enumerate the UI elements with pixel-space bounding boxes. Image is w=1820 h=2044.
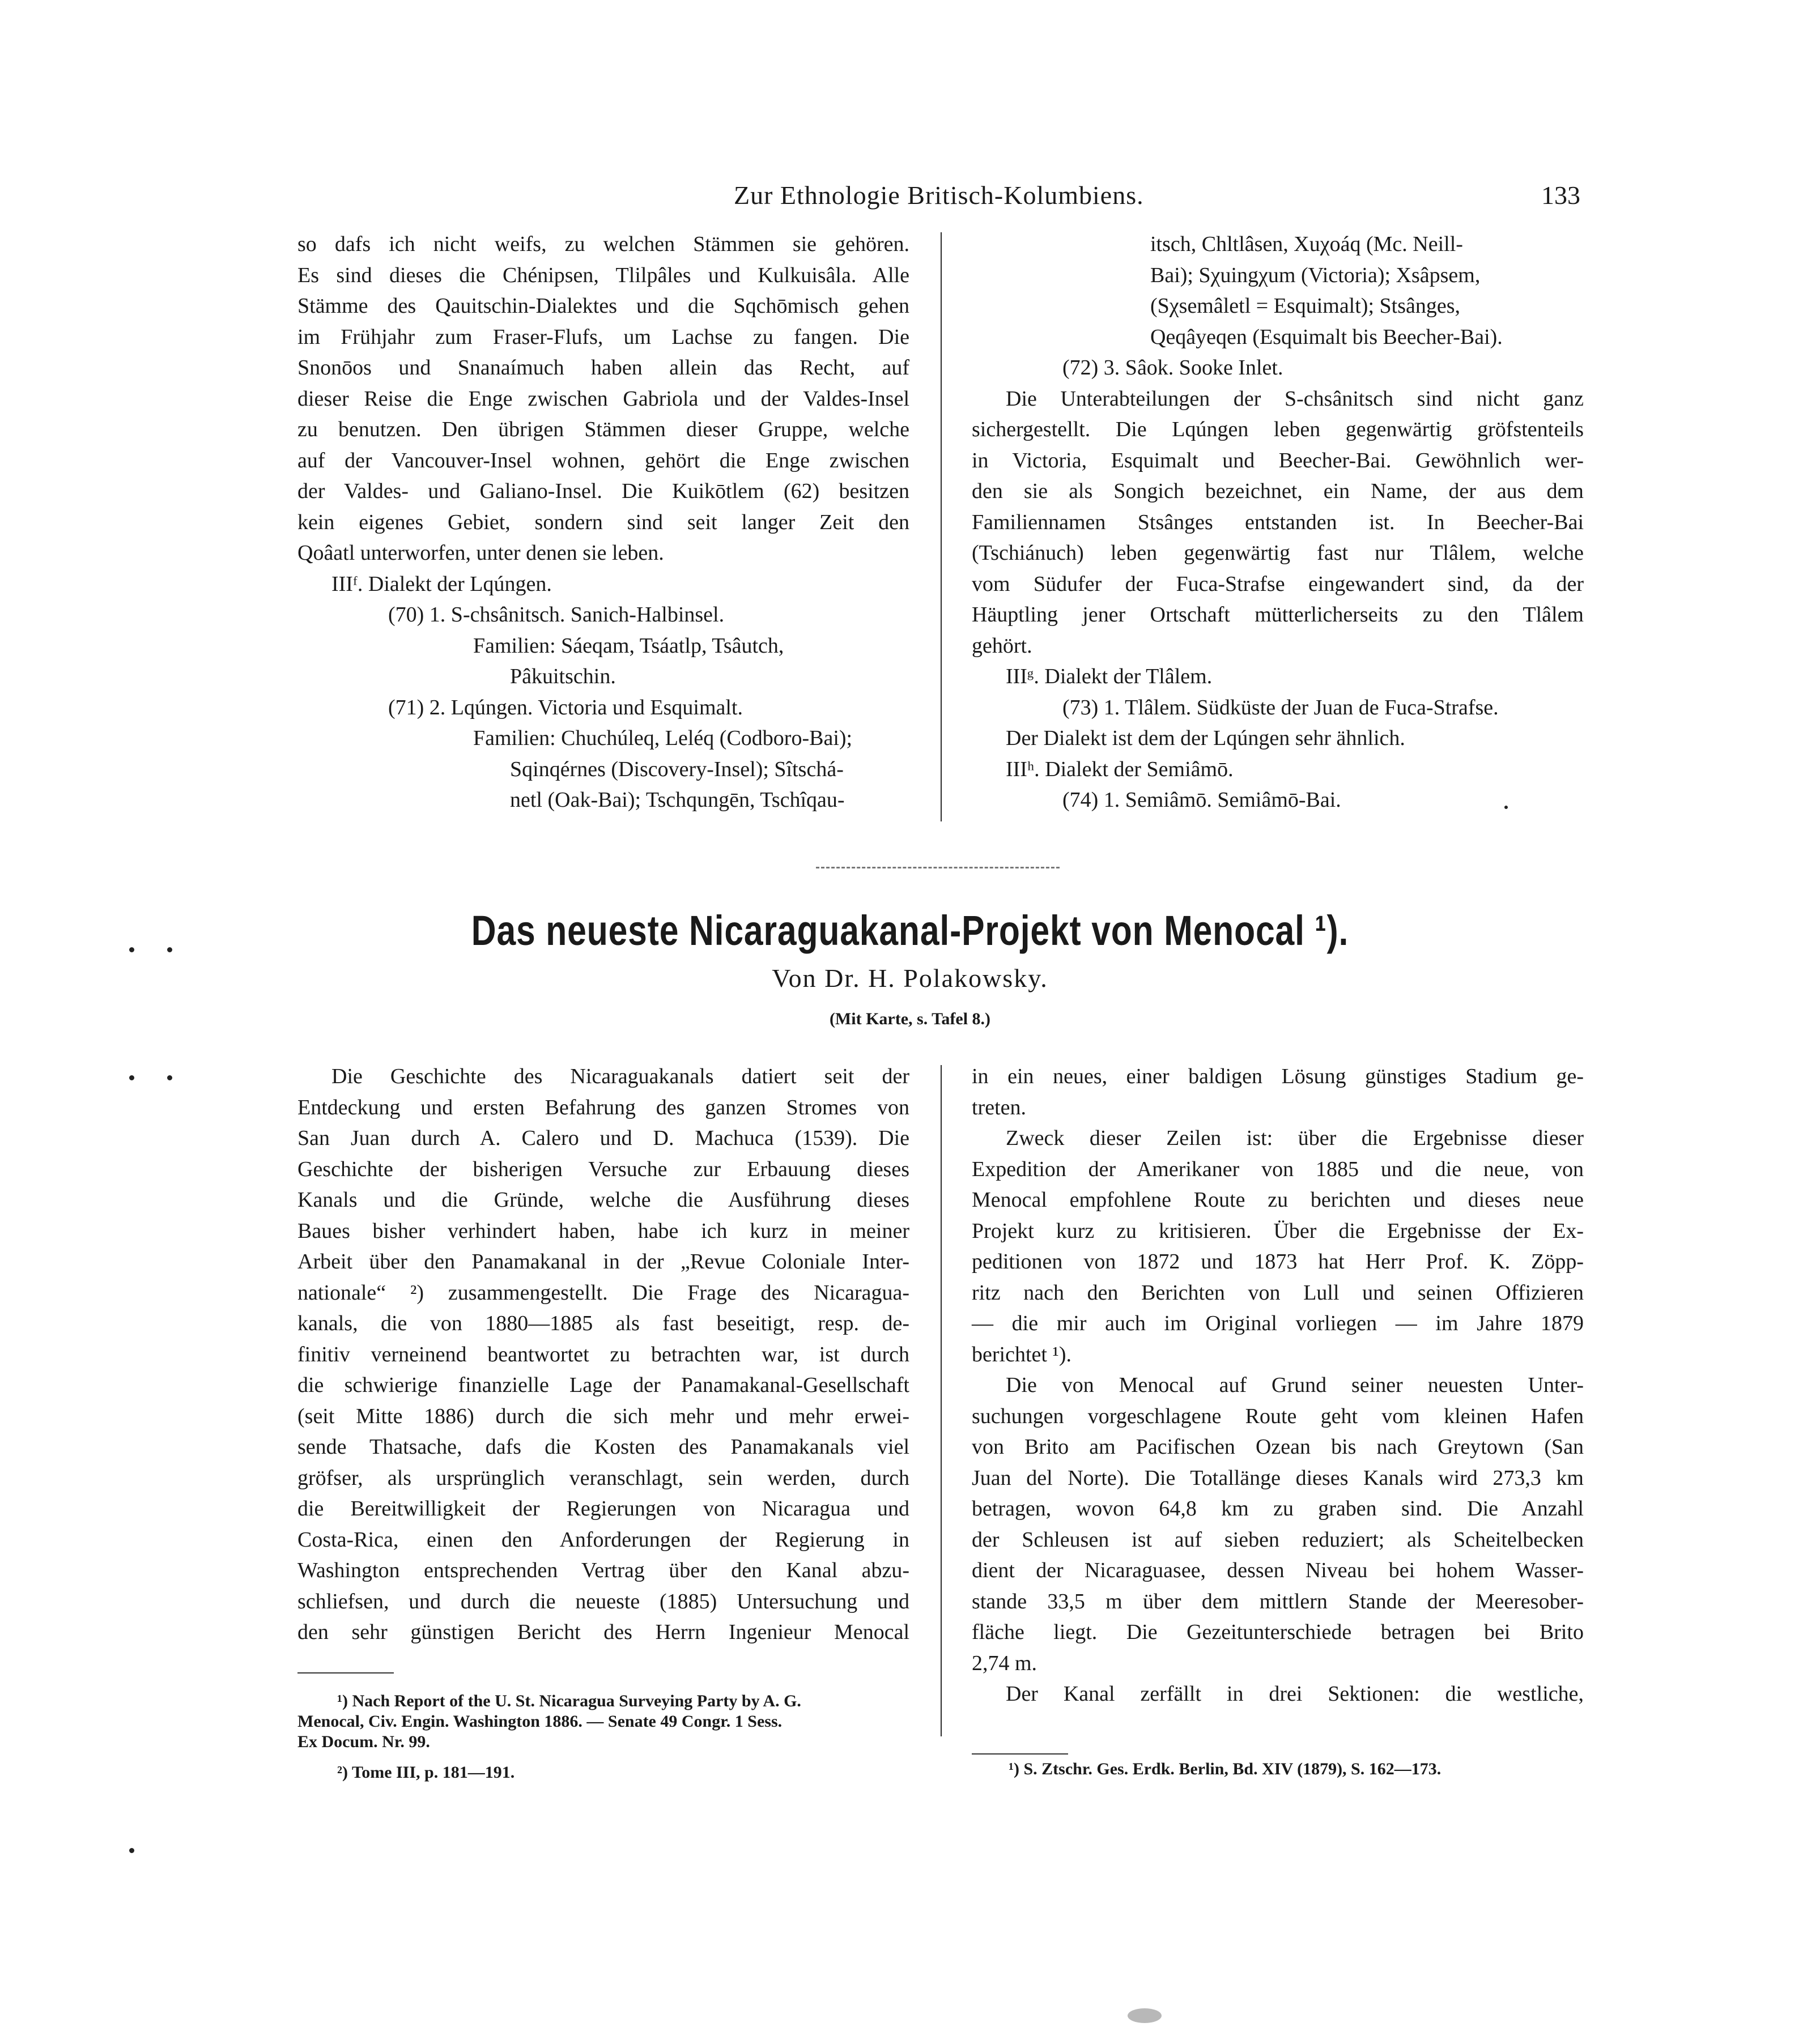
article-author: Von Dr. H. Polakowsky. [772, 964, 1048, 993]
text-line: fläche liegt. Die Gezeitunterschiede betragen bei Brito [972, 1620, 1584, 1644]
family-line: (Sχsemâletl = Esquimalt); Stsânges, [1150, 294, 1461, 318]
paragraph [297, 229, 909, 569]
text-line: Menocal empfohlene Route zu berichten und dieses neue [972, 1188, 1584, 1212]
footnote-line: ¹) Nach Report of the U. St. Nicaragua Surveying Party by A. G. [337, 1692, 801, 1710]
scan-mark [167, 1075, 172, 1080]
text-line: die Bereitwilligkeit der Regierungen von Nicaragua und [297, 1497, 909, 1521]
article-title: Das neueste Nicaraguakanal-Projekt von Menocal ¹). [471, 907, 1349, 954]
tribe-entry: (72) 3. Sâok. Sooke Inlet. [1062, 356, 1283, 380]
dialect-list [297, 569, 909, 816]
family-line: Bai); Sχuingχum (Victoria); Xsâpsem, [1150, 263, 1481, 287]
paragraph [972, 384, 1584, 662]
text-line: kanals, die von 1880—1885 als fast beseitigt, resp. de- [297, 1311, 909, 1335]
footnotes-right [1009, 1759, 1587, 1779]
text-line: dieser Reise die Enge zwischen Gabriola und der Valdes-Insel [297, 386, 909, 411]
paragraph [297, 1061, 909, 1648]
dialect-note: Der Dialekt ist dem der Lqúngen sehr ähnlich. [1006, 726, 1405, 750]
text-line: Zweck dieser Zeilen ist: über die Ergebnisse dieser [1006, 1126, 1584, 1150]
text-line: der Schleusen ist auf sieben reduziert; als Scheitelbecken [972, 1527, 1584, 1552]
text-line: Baues bisher verhindert haben, habe ich kurz in meiner [297, 1219, 909, 1243]
family-line: netl (Oak-Bai); Tschqungēn, Tschîqau- [510, 788, 845, 812]
text-line: Costa-Rica, einen den Anforderungen der Regierung in [297, 1527, 909, 1552]
page-number: 133 [1541, 181, 1580, 210]
text-line: ritz nach den Berichten von Lull und seinen Offizieren [972, 1280, 1584, 1305]
paragraph [972, 1061, 1584, 1123]
text-line: den sehr günstigen Bericht des Herrn Ingenieur Menocal [297, 1620, 909, 1644]
text-line: Der Kanal zerfällt in drei Sektionen: die westliche, [1006, 1682, 1584, 1706]
article-map-note: (Mit Karte, s. Tafel 8.) [829, 1010, 991, 1028]
paragraph [972, 1679, 1584, 1710]
tribe-entry: (71) 2. Lqúngen. Victoria und Esquimalt. [388, 695, 743, 719]
text-line: Projekt kurz zu kritisieren. Über die Ergebnisse der Ex- [972, 1219, 1584, 1243]
dialect-heading: IIIᵍ. Dialekt der Tlâlem. [1006, 665, 1213, 688]
text-line: peditionen von 1872 und 1873 hat Herr Prof. K. Zöpp- [972, 1250, 1584, 1274]
text-line: Die Geschichte des Nicaraguakanals datiert seit der [331, 1064, 909, 1088]
text-line: gehört. [972, 633, 1032, 658]
text-line: treten. [972, 1095, 1027, 1119]
text-line: Arbeit über den Panamakanal in der „Revue Coloniale Inter- [297, 1250, 909, 1274]
text-line: vom Südufer der Fuca-Strafse eingewandert sind, da der [972, 572, 1584, 596]
column-divider [941, 1065, 942, 1736]
text-line: sichergestellt. Die Lqúngen leben gegenwärtig gröfstenteils [972, 418, 1584, 441]
text-line: auf der Vancouver-Insel wohnen, gehört die Enge zwischen [297, 448, 909, 472]
family-line: itsch, Chltlâsen, Xuχoáq (Mc. Neill- [1150, 232, 1463, 256]
footnote-rule [972, 1753, 1068, 1755]
scan-mark [1504, 806, 1508, 809]
text-line: Stämme des Qauitschin-Dialektes und die Sqchōmisch gehen [297, 294, 909, 318]
family-line: Familien: Chuchúleq, Leléq (Codboro-Bai); [473, 726, 853, 750]
footnotes-left [297, 1691, 909, 1783]
running-title: Zur Ethnologie Britisch-Kolumbiens. [734, 181, 1144, 210]
text-line: Die Unterabteilungen der S-chsânitsch sind nicht ganz [1006, 386, 1584, 411]
text-line: Washington entsprechenden Vertrag über den Kanal abzu- [297, 1558, 909, 1582]
text-line: finitiv verneinend beantwortet zu betrachten war, ist durch [297, 1342, 909, 1366]
scan-mark [129, 1075, 134, 1080]
footnote-line: Menocal, Civ. Engin. Washington 1886. — Senate 49 Congr. 1 Sess. [297, 1712, 783, 1731]
tribe-entry: (70) 1. S-chsânitsch. Sanich-Halbinsel. [388, 603, 725, 627]
paragraph [972, 1123, 1584, 1370]
text-line: der Valdes- und Galiano-Insel. Die Kuikōtlem (62) besitzen [297, 479, 909, 503]
text-line: Juan del Norte). Die Totallänge dieses Kanals wird 273,3 km [972, 1466, 1584, 1490]
text-line: stande 33,5 m über dem mittlern Stande der Meeresober- [972, 1589, 1584, 1613]
scan-mark [129, 947, 134, 952]
footnote-line: ²) Tome III, p. 181—191. [337, 1763, 515, 1782]
text-line: suchungen vorgeschlagene Route geht vom kleinen Hafen [972, 1404, 1584, 1428]
text-line: (Tschiánuch) leben gegenwärtig fast nur Tlâlem, welche [972, 541, 1584, 565]
text-line: Qoâatl unterworfen, unter denen sie leben. [297, 541, 664, 565]
text-line: die schwierige finanzielle Lage der Panamakanal-Gesellschaft [297, 1373, 909, 1397]
text-line: so dafs ich nicht weifs, zu welchen Stämmen sie gehören. [297, 232, 909, 256]
family-line: Pâkuitschin. [510, 665, 616, 688]
footnote-rule [297, 1672, 394, 1673]
text-line: den sie als Songich bezeichnet, ein Name, der aus dem [972, 479, 1584, 503]
family-line: Qeqâyeqen (Esquimalt bis Beecher-Bai). [1150, 325, 1503, 349]
text-line: San Juan durch A. Calero und D. Machuca (1539). Die [297, 1126, 909, 1150]
text-line: gröfser, als ursprünglich veranschlagt, sein werden, durch [297, 1466, 909, 1490]
text-line: von Brito am Pacifischen Ozean bis nach Greytown (San [972, 1435, 1584, 1459]
column-divider [941, 232, 942, 821]
text-line: Expedition der Amerikaner von 1885 und die neue, von [972, 1157, 1584, 1181]
family-line: Familien: Sáeqam, Tsáatlp, Tsâutch, [473, 633, 784, 658]
paragraph [972, 1370, 1584, 1679]
text-line: Familiennamen Stsânges entstanden ist. In Beecher-Bai [972, 510, 1584, 534]
text-line: Die von Menocal auf Grund seiner neuesten Unter- [1006, 1373, 1584, 1397]
text-line: Entdeckung und ersten Befahrung des ganzen Stromes von [297, 1095, 909, 1119]
family-line: Sqinqérnes (Discovery-Insel); Sîtschá- [510, 757, 844, 781]
tribe-entry: (74) 1. Semiâmō. Semiâmō-Bai. [1062, 788, 1341, 812]
footnote-line: Ex Docum. Nr. 99. [297, 1732, 430, 1751]
text-line: Geschichte der bisherigen Versuche zur Erbauung dieses [297, 1157, 909, 1181]
text-line: (seit Mitte 1886) durch die sich mehr und mehr erwei- [297, 1404, 909, 1428]
dialect-heading: IIIʰ. Dialekt der Semiâmō. [1006, 757, 1234, 781]
family-continuation [972, 229, 1584, 384]
text-line: in ein neues, einer baldigen Lösung günstiges Stadium ge- [972, 1064, 1584, 1088]
text-line: sende Thatsache, dafs die Kosten des Panamakanals viel [297, 1435, 909, 1459]
bottom-left-column [297, 1061, 909, 1648]
text-line: nationale“ ²) zusammengestellt. Die Frage des Nicaragua- [297, 1280, 909, 1305]
text-line: zu benutzen. Den übrigen Stämmen dieser Gruppe, welche [297, 418, 909, 441]
dialect-list [972, 661, 1584, 816]
bottom-right-column [972, 1061, 1584, 1710]
text-line: Häuptling jener Ortschaft mütterlicherseits zu den Tlâlem [972, 603, 1584, 627]
text-line: in Victoria, Esquimalt und Beecher-Bai. Gewöhnlich wer- [972, 448, 1584, 472]
text-line: Kanals und die Gründe, welche die Ausführung dieses [297, 1188, 909, 1212]
text-line: Snonōos und Snanaímuch haben allein das Recht, auf [297, 356, 909, 380]
top-right-column [972, 229, 1584, 816]
text-line: berichtet ¹). [972, 1342, 1071, 1366]
section-separator [816, 867, 1060, 868]
text-line: schliefsen, und durch die neueste (1885) Untersuchung und [297, 1589, 909, 1613]
dialect-heading: IIIᶠ. Dialekt der Lqúngen. [331, 572, 552, 596]
scan-mark [167, 947, 172, 952]
tribe-entry: (73) 1. Tlâlem. Südküste der Juan de Fuca-Strafse. [1062, 695, 1499, 719]
footnote-line: ¹) S. Ztschr. Ges. Erdk. Berlin, Bd. XIV (1879), S. 162—173. [1009, 1760, 1441, 1778]
text-line: Es sind dieses die Chénipsen, Tlilpâles und Kulkuisâla. Alle [297, 263, 909, 287]
text-line: dient der Nicaraguasee, dessen Niveau bei hohem Wasser- [972, 1558, 1584, 1582]
text-line: im Frühjahr zum Fraser-Flufs, um Lachse zu fangen. Die [297, 325, 909, 349]
top-left-column [297, 229, 909, 816]
text-line: 2,74 m. [972, 1651, 1037, 1675]
scan-smudge [1128, 2008, 1162, 2023]
scan-mark [129, 1848, 134, 1853]
text-line: betragen, wovon 64,8 km zu graben sind. Die Anzahl [972, 1497, 1584, 1521]
text-line: kein eigenes Gebiet, sondern sind seit langer Zeit den [297, 510, 909, 534]
text-line: — die mir auch im Original vorliegen — im Jahre 1879 [972, 1311, 1584, 1335]
